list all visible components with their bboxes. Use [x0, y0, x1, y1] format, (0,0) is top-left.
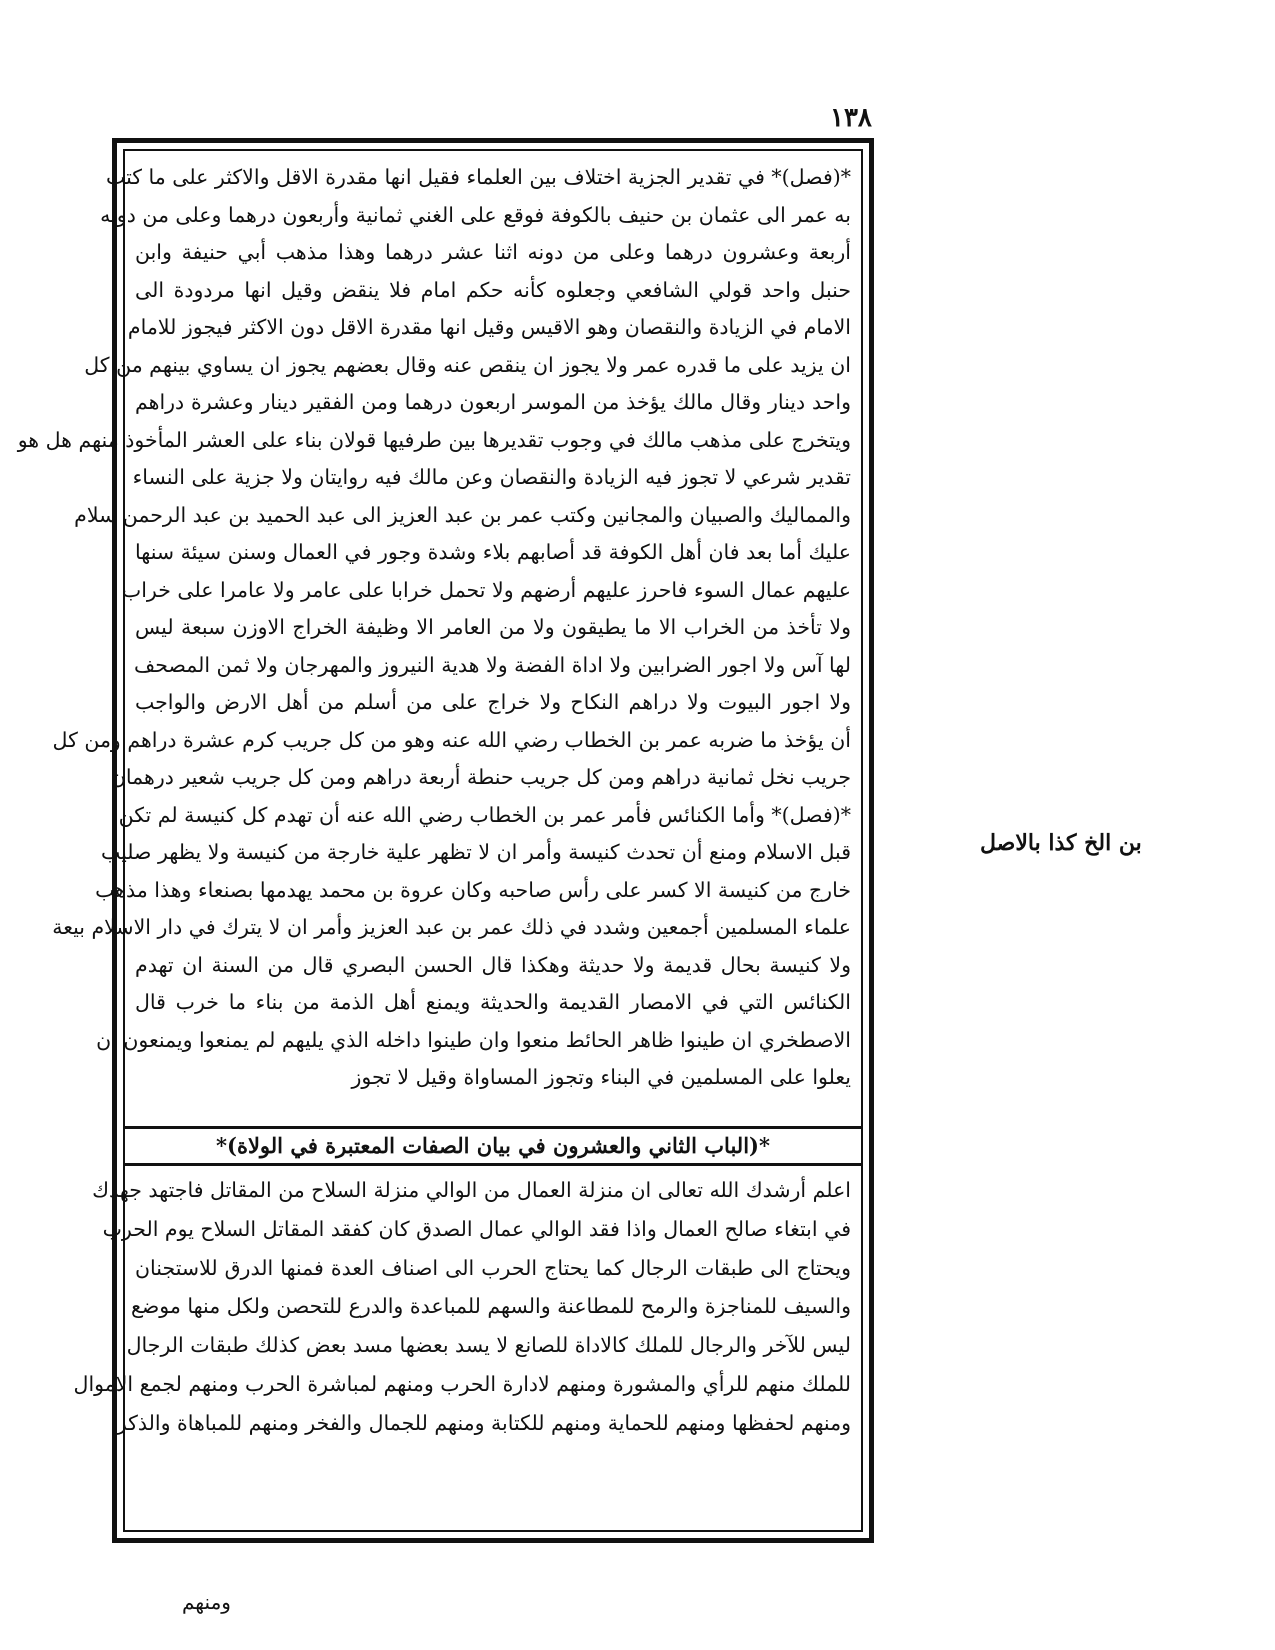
text-line: حنبل واحد قولي الشافعي وجعلوه كأنه حكم امام فلا ينقض وقيل انها مردودة الى — [135, 277, 851, 302]
text-line: قبل الاسلام ومنع أن تحدث كنيسة وأمر ان لا تظهر علية خارجة من كنيسة ولا يظهر صليب — [100, 840, 851, 864]
text-line: أربعة وعشرون درهما وعلى من دونه اثنا عشر درهما وهذا مذهب أبي حنيفة وابن — [135, 240, 851, 264]
text-line: والسيف للمناجزة والرمح للمطاعنة والسهم للمباعدة والدرع للتحصن ولكل منها موضع — [130, 1294, 851, 1319]
text-line: لها آس ولا اجور الضرابين ولا اداة الفضة ولا هدية النيروز والمهرجان ولا ثمن المصحف — [134, 652, 851, 677]
text-line: أن يؤخذ ما ضربه عمر بن الخطاب رضي الله عنه وهو من كل جريب كرم عشرة دراهم ومن كل — [52, 727, 851, 752]
text-line: *(فصل)* وأما الكنائس فأمر عمر بن الخطاب رضي الله عنه أن تهدم كل كنيسة لم تكن — [118, 802, 851, 827]
text-line: واحد دينار وقال مالك يؤخذ من الموسر اربعون درهما ومن الفقير دينار وعشرة دراهم — [135, 390, 851, 414]
top-lines — [17, 151, 861, 1097]
text-line: ليس للآخر والرجال للملك كالاداة للصانع لا يسد بعضها مسد بعض كذلك طبقات الرجال — [126, 1333, 851, 1358]
text-line: في ابتغاء صالح العمال واذا فقد الوالي عمال الصدق كان كفقد المقاتل السلاح يوم الحرب — [102, 1216, 851, 1241]
text-line: الاصطخري ان طينوا ظاهر الحائط منعوا وان طينوا داخله الذي يليهم لم يمنعوا ويمنعون ان — [96, 1027, 851, 1052]
text-line: *(فصل)* في تقدير الجزية اختلاف بين العلماء فقيل انها مقدرة الاقل والاكثر على ما كتب — [105, 165, 851, 189]
text-line: الكنائس التي في الامصار القديمة والحديثة ويمنع أهل الذمة من بناء ما خرب قال — [135, 990, 851, 1014]
chapter-heading: *(الباب الثاني والعشرون في بيان الصفات المعتبرة في الولاة)* — [125, 1129, 861, 1166]
bottom-lines — [73, 1166, 861, 1443]
text-line: ولا تأخذ من الخراب الا ما يطيقون ولا من العامر الا وظيفة الخراج الاوزن سبعة ليس — [135, 615, 851, 639]
text-line: يعلوا على المسلمين في البناء وتجوز المساواة وقيل لا تجوز — [351, 1065, 851, 1089]
text-line: ومنهم لحفظها ومنهم للحماية ومنهم للكتابة ومنهم للجمال والفخر ومنهم للمباهاة والذكر — [116, 1410, 851, 1435]
page-number: ١٣٨ — [830, 103, 872, 133]
text-line: خارج من كنيسة الا كسر على رأس صاحبه وكان عروة بن محمد يهدمها بصنعاء وهذا مذهب — [95, 877, 851, 902]
text-line: والمماليك والصبيان والمجانين وكتب عمر بن عبد العزيز الى عبد الحميد بن عبد الرحمن سلام — [74, 502, 851, 527]
text-line: علماء المسلمين أجمعين وشدد في ذلك عمر بن عبد العزيز وأمر ان لا يترك في دار الاسلام بيعة — [52, 915, 851, 939]
text-line: ان يزيد على ما قدره عمر ولا يجوز ان ينقص عنه وقال بعضهم يجوز ان يساوي بينهم من كل — [84, 352, 851, 377]
text-line: للملك منهم للرأي والمشورة ومنهم لادارة الحرب ومنهم لمباشرة الحرب ومنهم لجمع الاموال — [73, 1371, 851, 1396]
catchword: ومنهم — [182, 1590, 231, 1614]
bottom-text-block — [73, 1166, 861, 1530]
text-frame-inner — [17, 149, 863, 1532]
text-line: ولا اجور البيوت ولا دراهم النكاح ولا خراج على من أسلم من أهل الارض والواجب — [135, 690, 851, 714]
text-line: ولا كنيسة بحال قديمة ولا حديثة وهكذا قال الحسن البصري قال من السنة ان تهدم — [135, 952, 851, 977]
text-line: اعلم أرشدك الله تعالى ان منزلة العمال من الوالي منزلة السلاح من المقاتل فاجتهد جهدك — [92, 1178, 851, 1202]
text-line: به عمر الى عثمان بن حنيف بالكوفة فوقع على الغني ثمانية وأربعون درهما وعلى من دونه — [100, 202, 851, 227]
top-text-block — [17, 151, 861, 1129]
text-frame — [17, 138, 874, 1543]
text-line: عليك أما بعد فان أهل الكوفة قد أصابهم بلاء وشدة وجور في العمال وسنن سيئة سنها — [135, 540, 851, 564]
text-line: ويتخرج على مذهب مالك في وجوب تقديرها بين طرفيها قولان بناء على العشر المأخوذ منهم هل هو — [17, 427, 851, 452]
text-line: عليهم عمال السوء فاحرز عليهم أرضهم ولا تحمل خرابا على عامر ولا عامرا على خراب — [121, 577, 851, 602]
text-line: الامام في الزيادة والنقصان وهو الاقيس وقيل انها مقدرة الاقل دون الاكثر فيجوز للامام — [127, 315, 851, 339]
text-line: جريب نخل ثمانية دراهم ومن كل جريب حنطة أربعة دراهم ومن كل جريب شعير درهمان — [110, 765, 851, 789]
text-line: تقدير شرعي لا تجوز فيه الزيادة والنقصان وعن مالك فيه روايتان ولا جزية على النساء — [132, 465, 851, 489]
margin-note: بن الخ كذا بالاصل — [980, 830, 1142, 856]
text-line: ويحتاج الى طبقات الرجال كما يحتاج الحرب الى اصناف العدة فمنها الدرق للاستجنان — [135, 1255, 851, 1280]
